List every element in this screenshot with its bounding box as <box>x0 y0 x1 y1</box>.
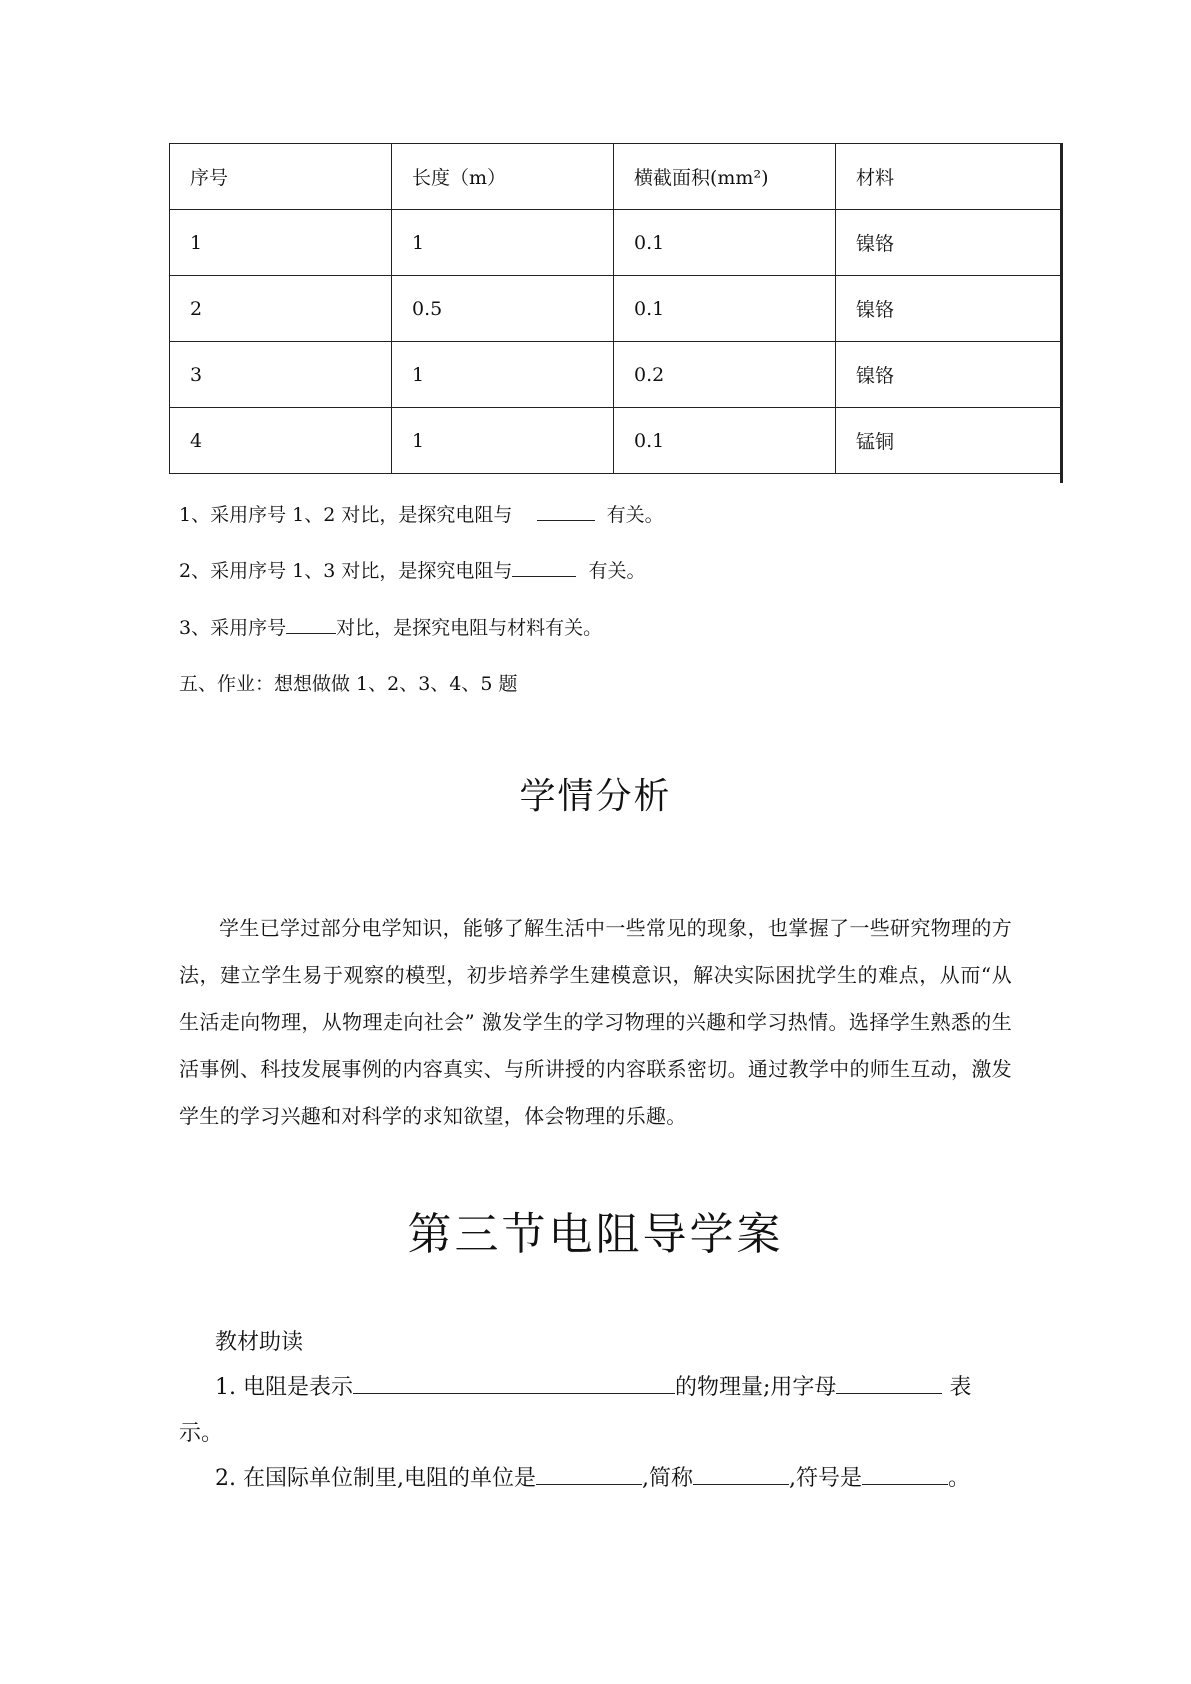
guide-item-2-mid-1: ,简称 <box>641 1466 693 1491</box>
table-cell: 1 <box>392 408 614 474</box>
table-cell: 3 <box>170 342 392 408</box>
table-header-row <box>170 144 1061 210</box>
header-cell-index: 序号 <box>170 144 392 210</box>
analysis-heading: 学情分析 <box>519 776 672 817</box>
answer-blank[interactable] <box>537 502 595 521</box>
header-cell-material: 材料 <box>836 144 1061 210</box>
header-cell-area: 横截面积(mm²) <box>614 144 836 210</box>
header-cell-length: 长度（m） <box>392 144 614 210</box>
guide-item-1-continued: 示。 <box>179 1421 224 1446</box>
table-row <box>170 210 1061 276</box>
guide-item-1-mid: 的物理量;用字母 <box>674 1375 837 1400</box>
table-cell: 0.1 <box>614 276 836 342</box>
table-right-border <box>1060 143 1063 483</box>
answer-blank[interactable] <box>286 615 336 634</box>
resistance-data-table <box>169 143 1061 474</box>
answer-blank[interactable] <box>536 1464 642 1485</box>
guide-item-1-suffix: 表 <box>949 1375 972 1400</box>
question-1 <box>179 500 664 527</box>
table-cell: 1 <box>392 342 614 408</box>
guide-item-2-text: 2. 在国际单位制里,电阻的单位是 <box>215 1466 536 1491</box>
table-cell: 0.1 <box>614 210 836 276</box>
answer-blank[interactable] <box>836 1373 942 1394</box>
table-cell: 1 <box>392 210 614 276</box>
table-cell: 0.2 <box>614 342 836 408</box>
guide-item-2-mid-2: ,符号是 <box>788 1466 862 1491</box>
answer-blank[interactable] <box>693 1464 789 1485</box>
table-cell: 0.1 <box>614 408 836 474</box>
answer-blank[interactable] <box>862 1464 948 1485</box>
guide-heading: 第三节电阻导学案 <box>407 1209 784 1260</box>
guide-item-2 <box>215 1461 970 1492</box>
table-row <box>170 276 1061 342</box>
question-1-text: 1、采用序号 1、2 对比，是探究电阻与 <box>179 504 513 526</box>
table-cell: 1 <box>170 210 392 276</box>
question-3-text: 3、采用序号 <box>179 617 287 639</box>
question-2-suffix: 有关。 <box>588 560 646 582</box>
table-cell: 0.5 <box>392 276 614 342</box>
guide-item-2-suffix: 。 <box>947 1466 970 1491</box>
table-cell: 镍铬 <box>836 210 1061 276</box>
table-cell: 锰铜 <box>836 408 1061 474</box>
guide-subheading: 教材助读 <box>215 1330 304 1355</box>
table-cell: 镍铬 <box>836 342 1061 408</box>
table-cell: 镍铬 <box>836 276 1061 342</box>
answer-blank[interactable] <box>353 1373 675 1394</box>
question-3 <box>179 613 602 640</box>
question-1-suffix: 有关。 <box>606 504 664 526</box>
table-row <box>170 408 1061 474</box>
guide-item-1 <box>215 1370 971 1401</box>
question-2 <box>179 556 645 583</box>
answer-blank[interactable] <box>512 558 576 577</box>
question-2-text: 2、采用序号 1、3 对比，是探究电阻与 <box>179 560 513 582</box>
analysis-paragraph: 学生已学过部分电学知识，能够了解生活中一些常见的现象，也掌握了一些研究物理的方法，建立学生易于观察的模型，初步培养学生建模意识，解决实际困扰学生的难点，从而“从生活走向物理，从物理走向社会” 激发学生的学习物理的兴趣和学习热情。选择学生熟悉的生活事例、科技发展事例的内容真实、与所讲授的内容联系密切。通过教学中的师生互动，激发学生的学习兴趣和对科学的求知欲望，体会物理的乐趣。 <box>179 916 1012 1128</box>
table-cell: 4 <box>170 408 392 474</box>
table-cell: 2 <box>170 276 392 342</box>
guide-item-1-text: 1. 电阻是表示 <box>215 1375 353 1400</box>
homework-line: 五、作业：想想做做 1、2、3、4、5 题 <box>179 673 518 695</box>
table-row <box>170 342 1061 408</box>
question-3-suffix: 对比，是探究电阻与材料有关。 <box>336 617 603 639</box>
